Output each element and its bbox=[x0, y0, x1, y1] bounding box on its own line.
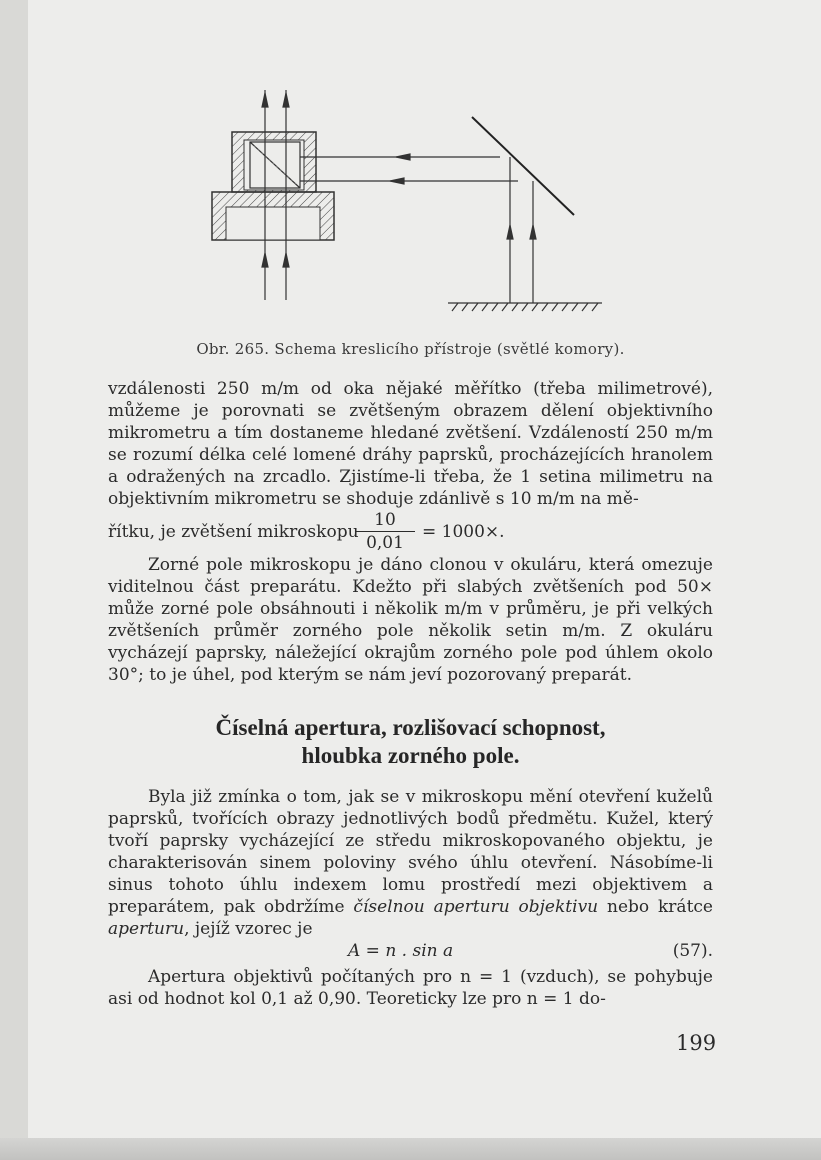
fraction-denominator: 0,01 bbox=[366, 533, 404, 553]
text-part: , jejíž vzorec je bbox=[184, 919, 313, 939]
paragraph-field-of-view: Zorné pole mikroskopu je dáno clonou v okuláru, která omezuje viditelnou část preparátu. Kdežto při slabých zvětšeních pod 50× může zorné pole obsáhnouti i několik m/m v průměru, je při velkých zvětšeních průměr zorného pole několik setin m/m. Z okuláru vycházejí paprsky, náležející okrajům zorného pole pod úhlem okolo 30°; to je úhel, pod kterým se nám jeví pozorovaný preparát. bbox=[108, 555, 713, 685]
camera-lucida-diagram bbox=[200, 85, 620, 335]
eyepiece-mount bbox=[212, 192, 334, 240]
section-heading bbox=[108, 714, 713, 770]
formula-number: (57). bbox=[672, 941, 713, 961]
drawing-surface bbox=[448, 303, 602, 311]
paragraph-aperture-values: Apertura objektivů počítaných pro n = 1 (vzduch), se pohybuje asi od hodnot kol 0,1 až 0,90. Teoreticky lze pro n = 1 do- bbox=[108, 967, 713, 1009]
fraction-lead: řítku, je zvětšení mikroskopu bbox=[108, 522, 359, 542]
fraction-numerator: 10 bbox=[355, 510, 415, 532]
formula-expression: A = n . sin a bbox=[348, 941, 454, 961]
italic-term: číselnou aperturu objektivu bbox=[353, 897, 599, 917]
paragraph-magnification bbox=[108, 378, 713, 686]
formula-57 bbox=[108, 940, 713, 966]
mirror bbox=[472, 117, 574, 215]
heading-line-1: Číselná apertura, rozlišovací schopnost, bbox=[215, 715, 606, 740]
italic-term: aperturu bbox=[108, 919, 185, 939]
fraction-line bbox=[108, 510, 713, 554]
horizontal-rays bbox=[300, 154, 518, 184]
fraction bbox=[355, 510, 415, 553]
text-part: Byla již zmínka o tom, jak se v mikroskopu mění otevření kuželů paprsků, tvořících obrazy jednotlivých bodů předmětu. Kužel, který tvoří paprsky vycházející ze středu mikroskopovaného objektu, je charakterisován sinem poloviny svého úhlu otevření. Násobíme-li sinus tohoto úhlu indexem lomu prostředí mezi objektivem a preparátem, pak obdržíme bbox=[108, 787, 713, 917]
drawing-rays bbox=[507, 157, 536, 303]
figure-caption: Obr. 265. Schema kreslicího přístroje (světlé komory). bbox=[196, 340, 625, 358]
paragraph-text: vzdálenosti 250 m/m od oka nějaké měřítko (třeba milimetrové), můžeme je porovnati se zvětšeným obrazem dělení objektivního mikrometru a tím dostaneme hledané zvětšení. Vzdáleností 250 m/m se rozumí délka celé lomené dráhy paprsků, procházejících hranolem a odražených na zrcadlo. Zjistíme-li třeba, že 1 setina milimetru na objektivním mikrometru se shoduje zdánlivě s 10 m/m na mě- bbox=[108, 379, 713, 509]
paragraph-aperture bbox=[108, 786, 713, 1010]
fraction-result: = 1000×. bbox=[422, 522, 505, 542]
heading-line-2: hloubka zorného pole. bbox=[301, 743, 520, 768]
page-number: 199 bbox=[676, 1031, 717, 1055]
scan-edge bbox=[0, 1138, 821, 1160]
prism-cube bbox=[250, 142, 300, 188]
text-part: nebo krátce bbox=[598, 897, 713, 917]
paragraph-text bbox=[108, 786, 713, 940]
